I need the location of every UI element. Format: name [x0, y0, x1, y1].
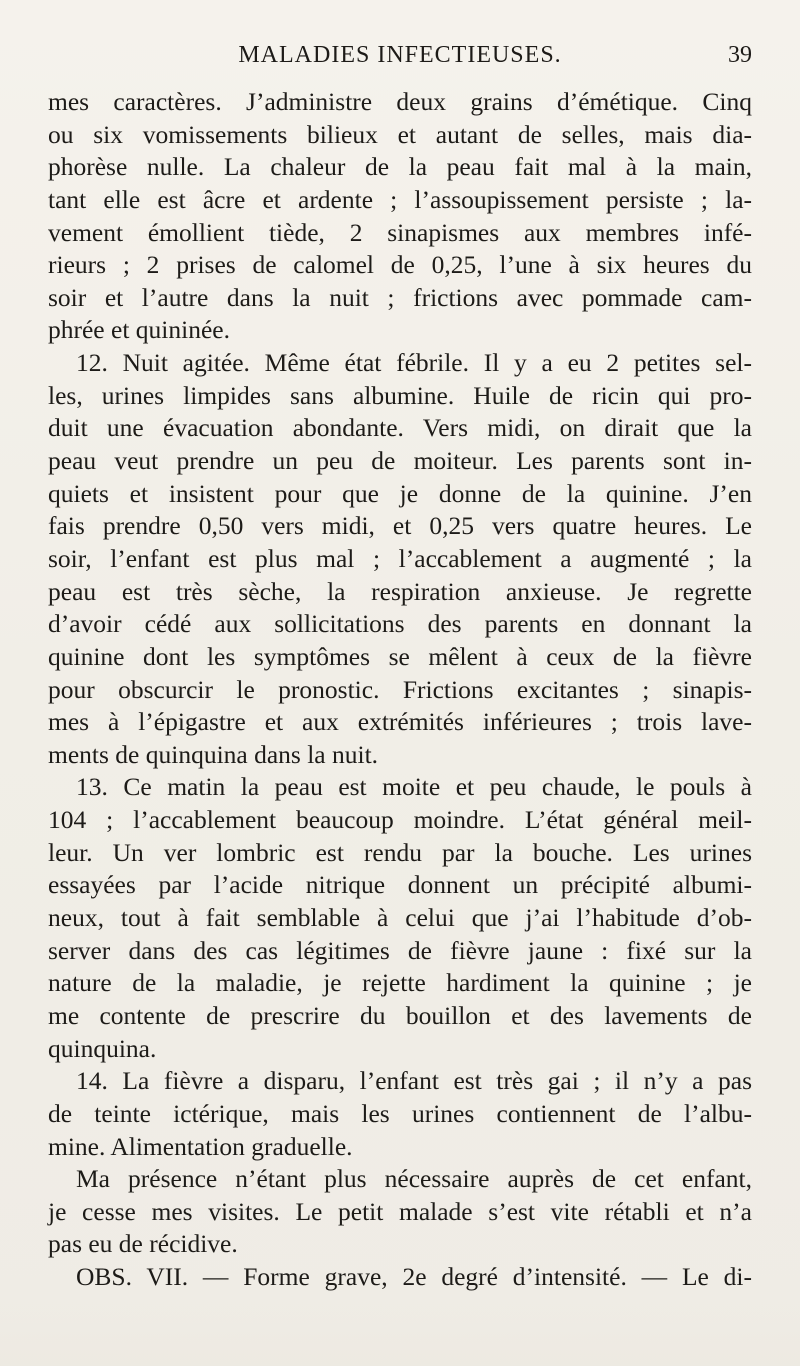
- text-line: 104 ; l’accablement beaucoup moindre. L’état général meil-: [48, 805, 752, 835]
- text-line: OBS. VII. — Forme grave, 2e degré d’intensité. — Le di-: [76, 1262, 752, 1292]
- text-line: rieurs ; 2 prises de calomel de 0,25, l’une à six heures du: [48, 250, 752, 280]
- text-line: nature de la maladie, je rejette hardiment la quinine ; je: [48, 968, 752, 998]
- text-line: fais prendre 0,50 vers midi, et 0,25 vers quatre heures. Le: [48, 511, 752, 541]
- text-line: ments de quinquina dans la nuit.: [48, 739, 379, 769]
- text-line: soir, l’enfant est plus mal ; l’accablement a augmenté ; la: [48, 543, 752, 573]
- text-line: leur. Un ver lombric est rendu par la bouche. Les urines: [48, 837, 752, 867]
- text-line: d’avoir cédé aux sollicitations des parents en donnant la: [48, 609, 752, 639]
- text-line: mes à l’épigastre et aux extrémités inférieures ; trois lave-: [48, 707, 752, 737]
- text-line: vement émollient tiède, 2 sinapismes aux membres infé-: [48, 217, 752, 247]
- text-line: 12. Nuit agitée. Même état fébrile. Il y a eu 2 petites sel-: [76, 348, 752, 378]
- text-line: Ma présence n’étant plus nécessaire auprès de cet enfant,: [76, 1164, 752, 1194]
- text-line: peau veut prendre un peu de moiteur. Les parents sont in-: [48, 446, 752, 476]
- text-line: les, urines limpides sans albumine. Huile de ricin qui pro-: [48, 380, 752, 410]
- text-line: quiets et insistent pour que je donne de la quinine. J’en: [48, 478, 752, 508]
- text-line: soir et l’autre dans la nuit ; frictions avec pommade cam-: [48, 282, 752, 312]
- text-line: duit une évacuation abondante. Vers midi, on dirait que la: [48, 413, 752, 443]
- text-line: 13. Ce matin la peau est moite et peu chaude, le pouls à: [76, 772, 752, 802]
- text-line: peau est très sèche, la respiration anxieuse. Je regrette: [48, 576, 752, 606]
- text-line: quinine dont les symptômes se mêlent à ceux de la fièvre: [48, 641, 752, 671]
- page-header: [48, 32, 752, 72]
- text-line: neux, tout à fait semblable à celui que j’ai l’habitude d’ob-: [48, 903, 752, 933]
- text-line: tant elle est âcre et ardente ; l’assoupissement persiste ; la-: [48, 184, 752, 214]
- text-line: me contente de prescrire du bouillon et des lavements de: [48, 1000, 752, 1030]
- text-line: pas eu de récidive.: [48, 1229, 238, 1259]
- text-line: quinquina.: [48, 1033, 157, 1063]
- text-line: server dans des cas légitimes de fièvre jaune : fixé sur la: [48, 935, 752, 965]
- text-block: [48, 86, 752, 1294]
- text-line: pour obscurcir le pronostic. Frictions excitantes ; sinapis-: [48, 674, 752, 704]
- text-line: je cesse mes visites. Le petit malade s’est vite rétabli et n’a: [48, 1196, 752, 1226]
- text-line: essayées par l’acide nitrique donnent un précipité albumi-: [48, 870, 752, 900]
- text-line: mes caractères. J’administre deux grains d’émétique. Cinq: [48, 87, 752, 116]
- text-line: de teinte ictérique, mais les urines contiennent de l’albu-: [48, 1098, 752, 1128]
- text-line: ou six vomissements bilieux et autant de selles, mais dia-: [48, 119, 752, 149]
- page-bottom-shadow: [0, 1296, 800, 1366]
- page-number: 39: [728, 42, 752, 68]
- text-line: mine. Alimentation graduelle.: [48, 1131, 353, 1161]
- running-head: MALADIES INFECTIEUSES.: [238, 42, 562, 68]
- text-line: phorèse nulle. La chaleur de la peau fait mal à la main,: [48, 152, 752, 182]
- text-line: 14. La fièvre a disparu, l’enfant est très gai ; il n’y a pas: [76, 1066, 752, 1096]
- text-line: phrée et quininée.: [48, 315, 230, 345]
